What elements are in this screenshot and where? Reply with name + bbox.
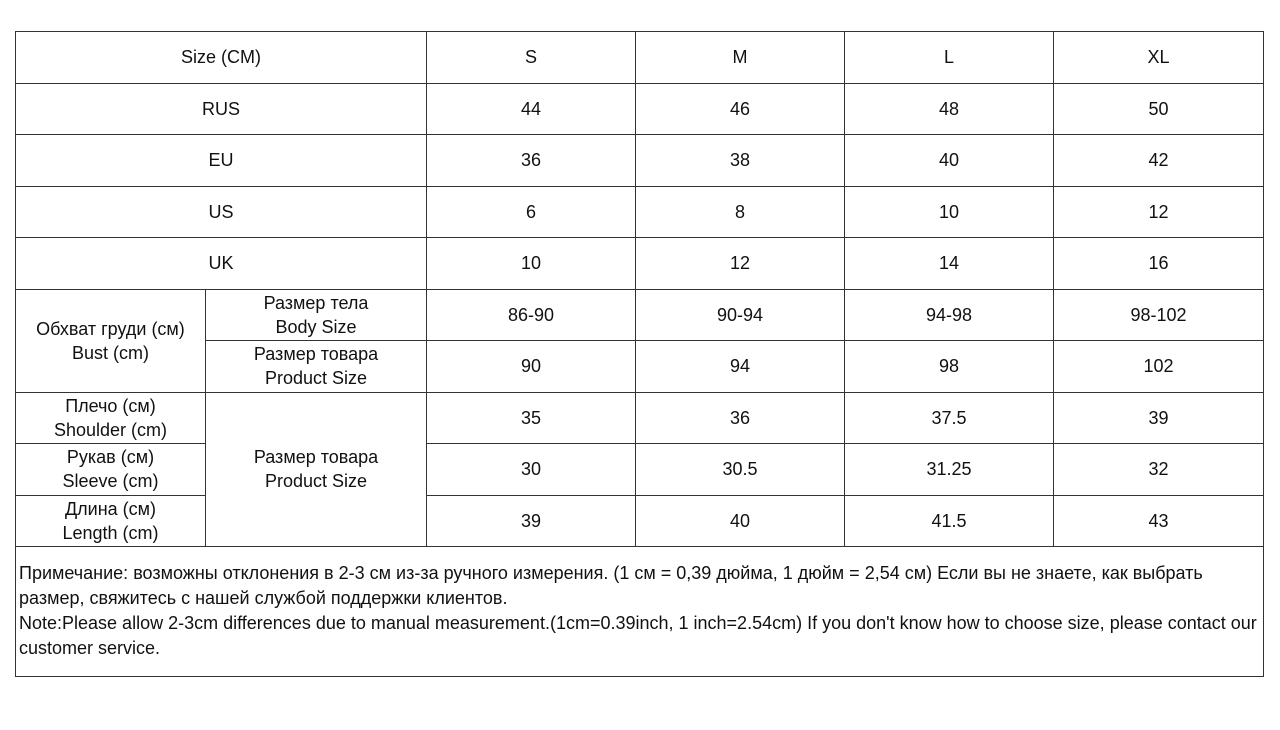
table-cell: 40	[845, 135, 1054, 187]
table-cell: 42	[1054, 135, 1264, 187]
size-header-m: M	[636, 32, 845, 84]
table-cell: 36	[636, 392, 845, 444]
body-size-label-en: Body Size	[275, 316, 357, 337]
table-cell: 40	[636, 495, 845, 547]
table-row-eu	[16, 135, 1264, 187]
table-row-uk	[16, 238, 1264, 290]
bust-label-en: Bust (cm)	[71, 342, 149, 363]
shoulder-label-ru: Плечо (см)	[65, 395, 156, 416]
table-row-rus	[16, 83, 1264, 135]
shoulder-label-en: Shoulder (cm)	[53, 419, 168, 440]
body-size-label	[206, 289, 427, 341]
row-label-us: US	[16, 186, 427, 238]
sleeve-label-ru: Рукав (см)	[66, 447, 155, 468]
bust-label	[16, 289, 206, 392]
row-label-eu: EU	[16, 135, 427, 187]
table-cell: 8	[636, 186, 845, 238]
product-size-label	[206, 392, 427, 547]
body-size-label-ru: Размер тела	[263, 292, 369, 313]
table-cell: 48	[845, 83, 1054, 135]
sleeve-label-en: Sleeve (cm)	[62, 471, 159, 492]
table-cell: 44	[427, 83, 636, 135]
table-cell: 6	[427, 186, 636, 238]
table-cell: 94-98	[845, 289, 1054, 341]
table-cell: 39	[1054, 392, 1264, 444]
table-row-bust-body	[16, 289, 1264, 341]
table-cell: 14	[845, 238, 1054, 290]
note-text-en: Note:Please allow 2-3cm differences due to manual measurement.(1cm=0.39inch, 1 inch=2.54cm) If you don't know how to choose size, please contact our customer service.	[19, 613, 1257, 658]
table-cell: 36	[427, 135, 636, 187]
table-cell: 35	[427, 392, 636, 444]
size-header-label: Size (CM)	[16, 32, 427, 84]
sleeve-label	[16, 444, 206, 496]
bust-product-size-label-en: Product Size	[264, 368, 368, 389]
table-cell: 102	[1054, 341, 1264, 393]
table-cell: 30	[427, 444, 636, 496]
row-label-rus: RUS	[16, 83, 427, 135]
table-cell: 38	[636, 135, 845, 187]
table-cell: 41.5	[845, 495, 1054, 547]
table-cell: 94	[636, 341, 845, 393]
table-row-sleeve	[16, 444, 1264, 496]
table-cell: 46	[636, 83, 845, 135]
table-cell: 16	[1054, 238, 1264, 290]
bust-product-size-label-ru: Размер товара	[253, 344, 379, 365]
table-cell: 12	[636, 238, 845, 290]
row-label-uk: UK	[16, 238, 427, 290]
bust-label-ru: Обхват груди (см)	[36, 318, 185, 339]
table-cell: 10	[427, 238, 636, 290]
table-cell: 50	[1054, 83, 1264, 135]
header-row	[16, 32, 1264, 84]
table-cell: 43	[1054, 495, 1264, 547]
table-row-shoulder	[16, 392, 1264, 444]
size-header-s: S	[427, 32, 636, 84]
table-cell: 98	[845, 341, 1054, 393]
shoulder-label	[16, 392, 206, 444]
product-size-label-ru: Размер товара	[253, 447, 379, 468]
table-cell: 98-102	[1054, 289, 1264, 341]
table-row-length	[16, 495, 1264, 547]
note-cell	[16, 547, 1264, 677]
table-row-us	[16, 186, 1264, 238]
note-text-ru: Примечание: возможны отклонения в 2-3 см из-за ручного измерения. (1 см = 0,39 дюйма, 1 дюйм = 2,54 см) Если вы не знаете, как выбрать размер, свяжитесь с нашей службой поддержки клиентов.	[19, 563, 1203, 608]
length-label	[16, 495, 206, 547]
table-cell: 10	[845, 186, 1054, 238]
table-cell: 30.5	[636, 444, 845, 496]
product-size-label-en: Product Size	[264, 471, 368, 492]
length-label-en: Length (cm)	[62, 522, 159, 543]
note-row	[16, 547, 1264, 677]
size-chart-table	[15, 31, 1264, 677]
table-cell: 31.25	[845, 444, 1054, 496]
size-header-l: L	[845, 32, 1054, 84]
length-label-ru: Длина (см)	[64, 498, 157, 519]
table-cell: 86-90	[427, 289, 636, 341]
bust-product-size-label	[206, 341, 427, 393]
table-cell: 90-94	[636, 289, 845, 341]
table-cell: 32	[1054, 444, 1264, 496]
table-cell: 39	[427, 495, 636, 547]
table-cell: 37.5	[845, 392, 1054, 444]
size-header-xl: XL	[1054, 32, 1264, 84]
table-cell: 12	[1054, 186, 1264, 238]
table-cell: 90	[427, 341, 636, 393]
